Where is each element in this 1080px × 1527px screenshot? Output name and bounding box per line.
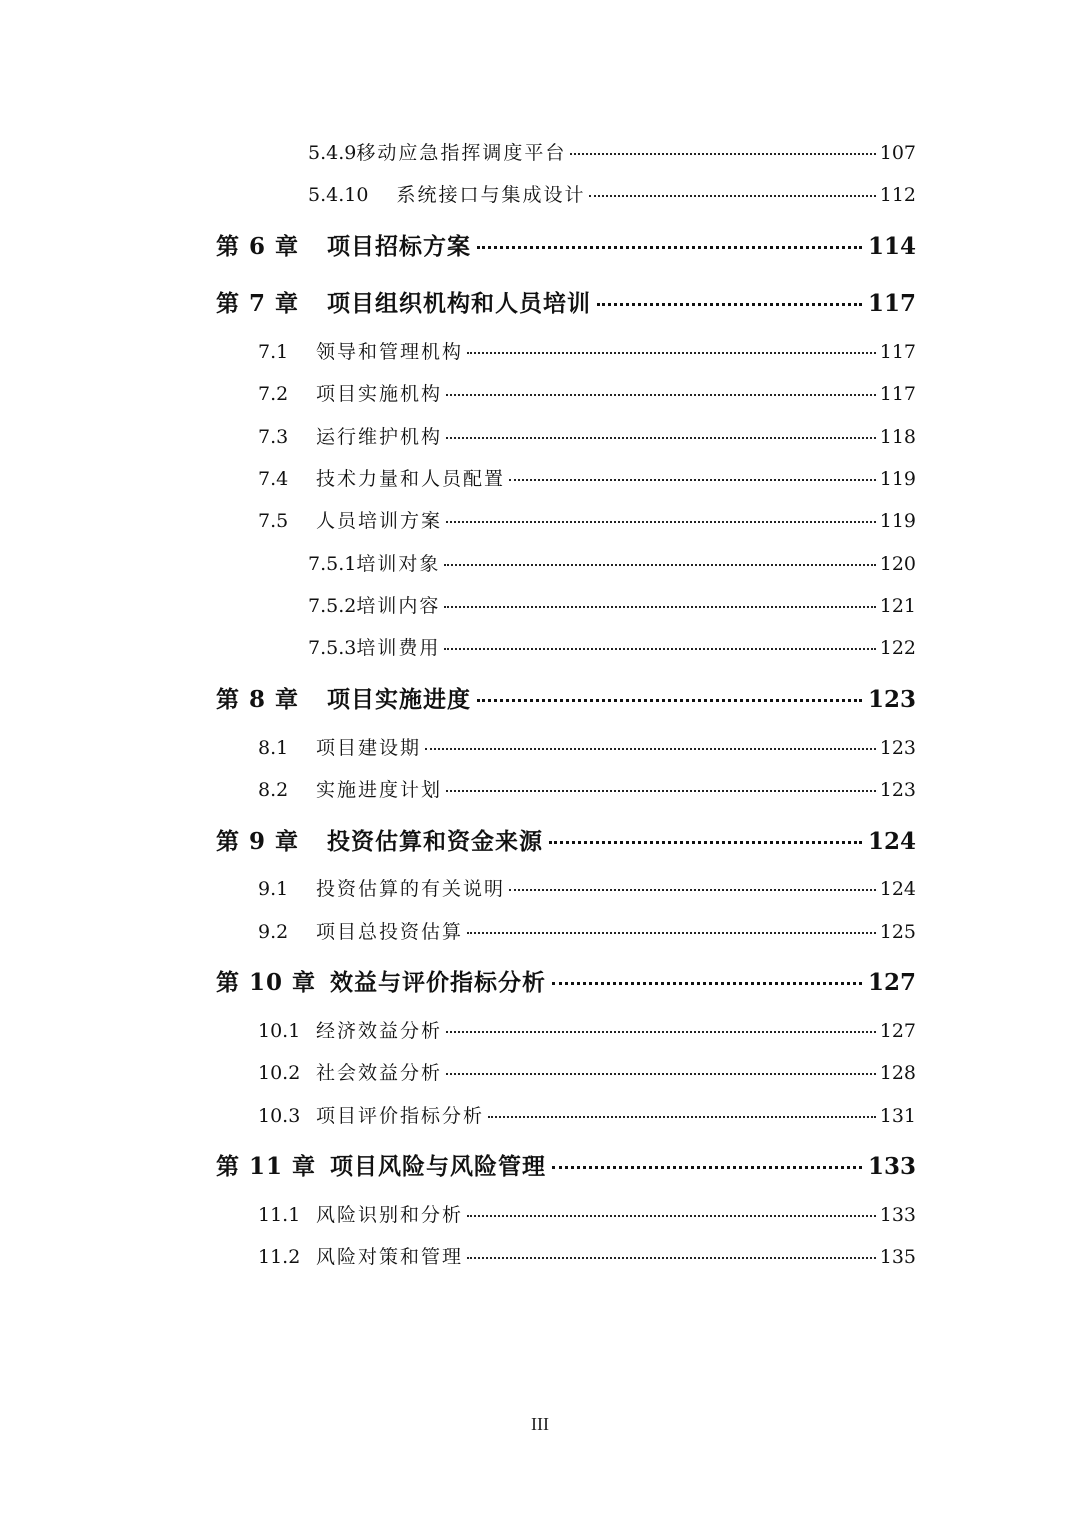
dot-leader	[446, 1031, 876, 1033]
toc-entry-number: 11.1	[258, 1204, 301, 1226]
toc-chapter-page: 124	[867, 828, 916, 855]
toc-chapter-page: 114	[867, 233, 916, 260]
toc-entry-11-2[interactable]	[258, 1242, 916, 1269]
toc-entry-7-5-2[interactable]	[308, 591, 916, 618]
toc-chapter-title: 效益与评价指标分析	[330, 969, 547, 996]
dot-leader	[446, 437, 876, 439]
toc-chapter-6[interactable]	[216, 228, 916, 261]
toc-entry-7-2[interactable]	[258, 379, 916, 406]
toc-entry-number: 10.1	[258, 1020, 301, 1042]
toc-entry-title: 风险识别和分析	[316, 1204, 464, 1226]
toc-entry-number: 5.4.9	[308, 142, 357, 164]
dot-leader	[597, 303, 862, 306]
toc-entry-page: 135	[879, 1246, 916, 1268]
toc-entry-title: 系统接口与集成设计	[396, 184, 586, 206]
dot-leader	[509, 889, 876, 891]
dot-leader	[477, 246, 862, 249]
toc-entry-page: 133	[879, 1204, 916, 1226]
toc-entry-number: 7.5	[258, 510, 289, 532]
toc-chapter-title: 项目实施进度	[327, 686, 472, 713]
dot-leader	[425, 748, 876, 750]
toc-entry-title: 移动应急指挥调度平台	[356, 142, 567, 164]
toc-entry-title: 实施进度计划	[316, 779, 443, 801]
toc-entry-title: 运行维护机构	[316, 426, 443, 448]
toc-entry-number: 8.2	[258, 779, 289, 801]
toc-entry-page: 122	[879, 637, 916, 659]
dot-leader	[488, 1116, 876, 1118]
dot-leader	[570, 153, 875, 155]
dot-leader	[444, 606, 875, 608]
toc-chapter-page: 133	[867, 1153, 916, 1180]
toc-entry-number: 7.2	[258, 383, 289, 405]
toc-entry-title: 培训内容	[356, 595, 441, 617]
dot-leader	[509, 479, 876, 481]
toc-entry-10-2[interactable]	[258, 1058, 916, 1085]
toc-entry-7-5-1[interactable]	[308, 549, 916, 576]
toc-entry-title: 培训对象	[356, 553, 441, 575]
toc-entry-title: 项目总投资估算	[316, 921, 464, 943]
toc-entry-title: 人员培训方案	[316, 510, 443, 532]
toc-chapter-title: 项目组织机构和人员培训	[327, 290, 592, 317]
toc-entry-9-2[interactable]	[258, 917, 916, 944]
toc-entry-10-3[interactable]	[258, 1101, 916, 1128]
toc-entry-page: 123	[879, 737, 916, 759]
toc-entry-page: 123	[879, 779, 916, 801]
toc-entry-7-5[interactable]	[258, 506, 916, 533]
toc-chapter-8[interactable]	[216, 681, 916, 714]
dot-leader	[552, 1166, 862, 1169]
toc-chapter-number: 第 10 章	[216, 969, 317, 996]
toc-entry-number: 11.2	[258, 1246, 301, 1268]
toc-chapter-page: 117	[867, 290, 916, 317]
toc-entry-page: 119	[879, 468, 916, 490]
toc-entry-number: 7.1	[258, 341, 289, 363]
page-footer-number: III	[531, 1414, 549, 1434]
toc-entry-10-1[interactable]	[258, 1016, 916, 1043]
toc-entry-number: 8.1	[258, 737, 289, 759]
dot-leader	[446, 394, 876, 396]
toc-entry-page: 131	[879, 1105, 916, 1127]
dot-leader	[446, 790, 876, 792]
toc-entry-7-5-3[interactable]	[308, 633, 916, 660]
toc-entry-page: 107	[879, 142, 916, 164]
dot-leader	[467, 352, 876, 354]
toc-chapter-number: 第 9 章	[216, 828, 300, 855]
toc-entry-page: 125	[879, 921, 916, 943]
toc-entry-7-4[interactable]	[258, 464, 916, 491]
dot-leader	[477, 699, 862, 702]
toc-entry-page: 118	[879, 426, 916, 448]
toc-entry-page: 117	[879, 341, 916, 363]
toc-chapter-11[interactable]	[216, 1148, 916, 1181]
toc-entry-title: 培训费用	[356, 637, 441, 659]
toc-chapter-9[interactable]	[216, 823, 916, 856]
toc-chapter-10[interactable]	[216, 964, 916, 997]
toc-chapter-number: 第 11 章	[216, 1153, 317, 1180]
toc-chapter-page: 127	[867, 969, 916, 996]
toc-entry-page: 121	[879, 595, 916, 617]
toc-entry-page: 120	[879, 553, 916, 575]
dot-leader	[446, 1073, 876, 1075]
dot-leader	[446, 521, 876, 523]
toc-chapter-number: 第 7 章	[216, 290, 300, 317]
toc-entry-title: 风险对策和管理	[316, 1246, 464, 1268]
toc-entry-title: 经济效益分析	[316, 1020, 443, 1042]
toc-entry-title: 项目评价指标分析	[316, 1105, 485, 1127]
toc-entry-number: 10.2	[258, 1062, 301, 1084]
toc-entry-8-2[interactable]	[258, 775, 916, 802]
toc-entry-5-4-9[interactable]	[308, 138, 916, 165]
toc-entry-number: 7.3	[258, 426, 289, 448]
toc-entry-9-1[interactable]	[258, 874, 916, 901]
toc-entry-page: 112	[879, 184, 916, 206]
toc-chapter-page: 123	[867, 686, 916, 713]
toc-chapter-7[interactable]	[216, 285, 916, 318]
toc-entry-number: 5.4.10	[308, 184, 369, 206]
toc-entry-number: 7.5.3	[308, 637, 357, 659]
toc-entry-title: 技术力量和人员配置	[316, 468, 506, 490]
toc-entry-7-3[interactable]	[258, 422, 916, 449]
toc-entry-7-1[interactable]	[258, 337, 916, 364]
toc-chapter-number: 第 6 章	[216, 233, 300, 260]
dot-leader	[444, 564, 875, 566]
toc-entry-page: 128	[879, 1062, 916, 1084]
toc-entry-5-4-10[interactable]	[308, 180, 916, 207]
toc-entry-page: 117	[879, 383, 916, 405]
toc-entry-page: 124	[879, 878, 916, 900]
dot-leader	[552, 982, 862, 985]
toc-chapter-title: 投资估算和资金来源	[327, 828, 544, 855]
toc-chapter-title: 项目风险与风险管理	[330, 1153, 547, 1180]
toc-entry-8-1[interactable]	[258, 733, 916, 760]
toc-entry-page: 127	[879, 1020, 916, 1042]
dot-leader	[467, 1257, 876, 1259]
toc-entry-number: 10.3	[258, 1105, 301, 1127]
toc-entry-title: 项目建设期	[316, 737, 422, 759]
toc-entry-number: 9.1	[258, 878, 289, 900]
dot-leader	[444, 648, 875, 650]
toc-entry-number: 9.2	[258, 921, 289, 943]
toc-entry-title: 社会效益分析	[316, 1062, 443, 1084]
dot-leader	[467, 1215, 876, 1217]
toc-entry-title: 项目实施机构	[316, 383, 443, 405]
dot-leader	[589, 195, 875, 197]
toc-entry-title: 领导和管理机构	[316, 341, 464, 363]
toc-entry-title: 投资估算的有关说明	[316, 878, 506, 900]
toc-entry-11-1[interactable]	[258, 1200, 916, 1227]
toc-entry-page: 119	[879, 510, 916, 532]
dot-leader	[549, 841, 862, 844]
toc-chapter-number: 第 8 章	[216, 686, 300, 713]
toc-chapter-title: 项目招标方案	[327, 233, 472, 260]
toc-entry-number: 7.5.2	[308, 595, 357, 617]
toc-entry-number: 7.4	[258, 468, 289, 490]
dot-leader	[467, 932, 876, 934]
toc-entry-number: 7.5.1	[308, 553, 357, 575]
